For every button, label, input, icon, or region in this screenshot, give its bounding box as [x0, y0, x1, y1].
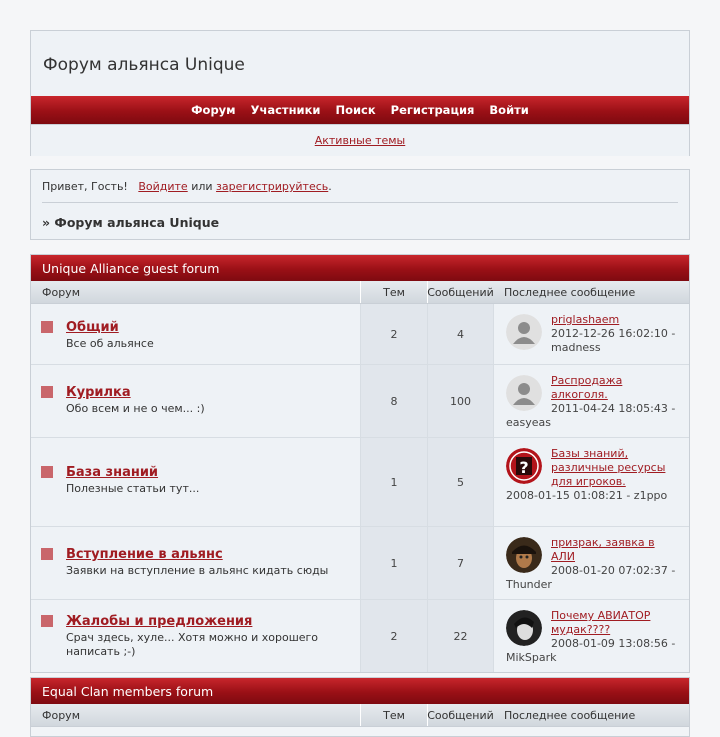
last-post-date: 2011-04-24 18:05:43 -	[551, 402, 676, 415]
sub-nav	[31, 124, 689, 156]
last-post	[494, 438, 689, 526]
divider	[42, 202, 678, 203]
nav-login[interactable]: Войти	[489, 103, 529, 117]
col-posts: Сообщений	[427, 708, 494, 722]
last-post-user: easyeas	[506, 416, 551, 429]
forum-desc: Все об альянсе	[66, 337, 154, 350]
portrait-avatar-icon[interactable]	[506, 610, 542, 646]
forum-name[interactable]: Жалобы и предложения	[66, 614, 253, 629]
forum-name[interactable]: База знаний	[66, 465, 159, 480]
nav-register[interactable]: Регистрация	[390, 103, 475, 117]
default-avatar-icon[interactable]	[506, 314, 542, 350]
question-avatar-icon[interactable]	[506, 448, 542, 484]
login-link[interactable]: Войдите	[138, 180, 188, 193]
last-post-title[interactable]: Распродажа алкоголя.	[551, 374, 623, 401]
topics-count: 8	[361, 365, 428, 437]
last-post-title[interactable]: priglashaem	[551, 313, 620, 326]
greeting-line	[42, 180, 332, 193]
last-post	[494, 304, 689, 364]
forum-desc: Полезные статьи тут...	[66, 482, 200, 495]
category-title: Equal Clan members forum	[31, 678, 689, 704]
forum-row	[31, 600, 689, 672]
nav-members[interactable]: Участники	[250, 103, 321, 117]
active-topics-link[interactable]: Активные темы	[314, 134, 406, 147]
forum-status-icon	[41, 466, 53, 478]
last-post-date: 2008-01-09 13:08:56 -	[551, 637, 676, 650]
board-title[interactable]: Форум альянса Unique	[43, 55, 245, 75]
forum-status-icon	[41, 386, 53, 398]
or-text: или	[191, 180, 213, 193]
last-post-user: Thunder	[506, 578, 552, 591]
col-posts: Сообщений	[427, 285, 494, 299]
dot-text: .	[328, 180, 332, 193]
col-forum: Форум	[31, 281, 361, 303]
last-post-title[interactable]: Почему АВИАТОР мудак????	[551, 609, 651, 636]
forum-row	[31, 304, 689, 365]
col-forum: Форум	[31, 704, 361, 726]
posts-count: 4	[428, 304, 494, 364]
col-last-post: Последнее сообщение	[504, 708, 636, 722]
register-link[interactable]: зарегистрируйтесь	[216, 180, 329, 193]
forum-status-icon	[41, 548, 53, 560]
topics-count: 1	[361, 527, 428, 599]
forum-row	[31, 438, 689, 527]
forum-row	[31, 527, 689, 600]
nav-search[interactable]: Поиск	[335, 103, 376, 117]
forum-name[interactable]: Курилка	[66, 385, 131, 400]
posts-count: 5	[428, 438, 494, 526]
last-post-date: 2012-12-26 16:02:10 -	[551, 327, 676, 340]
last-post-user: MikSpark	[506, 651, 557, 664]
column-headers	[31, 281, 689, 304]
last-post-date: 2008-01-15 01:08:21 -	[506, 489, 631, 502]
posts-count: 7	[428, 527, 494, 599]
category-members	[30, 677, 690, 737]
last-post	[494, 600, 689, 672]
last-post-user: madness	[551, 341, 601, 354]
column-headers	[31, 704, 689, 727]
topics-count: 1	[361, 438, 428, 526]
last-post-title[interactable]: призрак, заявка в АЛИ	[551, 536, 655, 563]
forum-desc: Обо всем и не о чем... :)	[66, 402, 205, 415]
posts-count: 22	[428, 600, 494, 672]
forum-status-icon	[41, 321, 53, 333]
last-post-user: z1ppo	[633, 489, 668, 502]
board-header	[30, 30, 690, 156]
col-topics: Тем	[361, 704, 428, 726]
welcome-box	[30, 169, 690, 240]
forum-name[interactable]: Вступление в альянс	[66, 547, 223, 562]
forum-status-icon	[41, 615, 53, 627]
forum-name[interactable]: Общий	[66, 320, 119, 335]
pirate-avatar-icon[interactable]	[506, 537, 542, 573]
col-topics: Тем	[361, 281, 428, 303]
main-nav	[31, 96, 689, 124]
svg-text:?: ?	[519, 458, 529, 477]
category-title: Unique Alliance guest forum	[31, 255, 689, 281]
greeting-text: Привет, Гость!	[42, 180, 128, 193]
forum-row	[31, 365, 689, 438]
last-post	[494, 527, 689, 599]
last-post-title[interactable]: Базы знаний, различные ресурсы для игроков.	[551, 447, 666, 488]
forum-desc: Срач здесь, хуле... Хотя можно и хорошего написать ;-)	[66, 631, 319, 658]
col-last-post: Последнее сообщение	[504, 285, 636, 299]
nav-forum[interactable]: Форум	[191, 103, 236, 117]
breadcrumb[interactable]: » Форум альянса Unique	[42, 215, 220, 230]
last-post	[494, 365, 689, 437]
posts-count: 100	[428, 365, 494, 437]
topics-count: 2	[361, 600, 428, 672]
category-guest	[30, 254, 690, 673]
forum-desc: Заявки на вступление в альянс кидать сюды	[66, 564, 329, 577]
topics-count: 2	[361, 304, 428, 364]
default-avatar-icon[interactable]	[506, 375, 542, 411]
last-post-date: 2008-01-20 07:02:37 -	[551, 564, 676, 577]
